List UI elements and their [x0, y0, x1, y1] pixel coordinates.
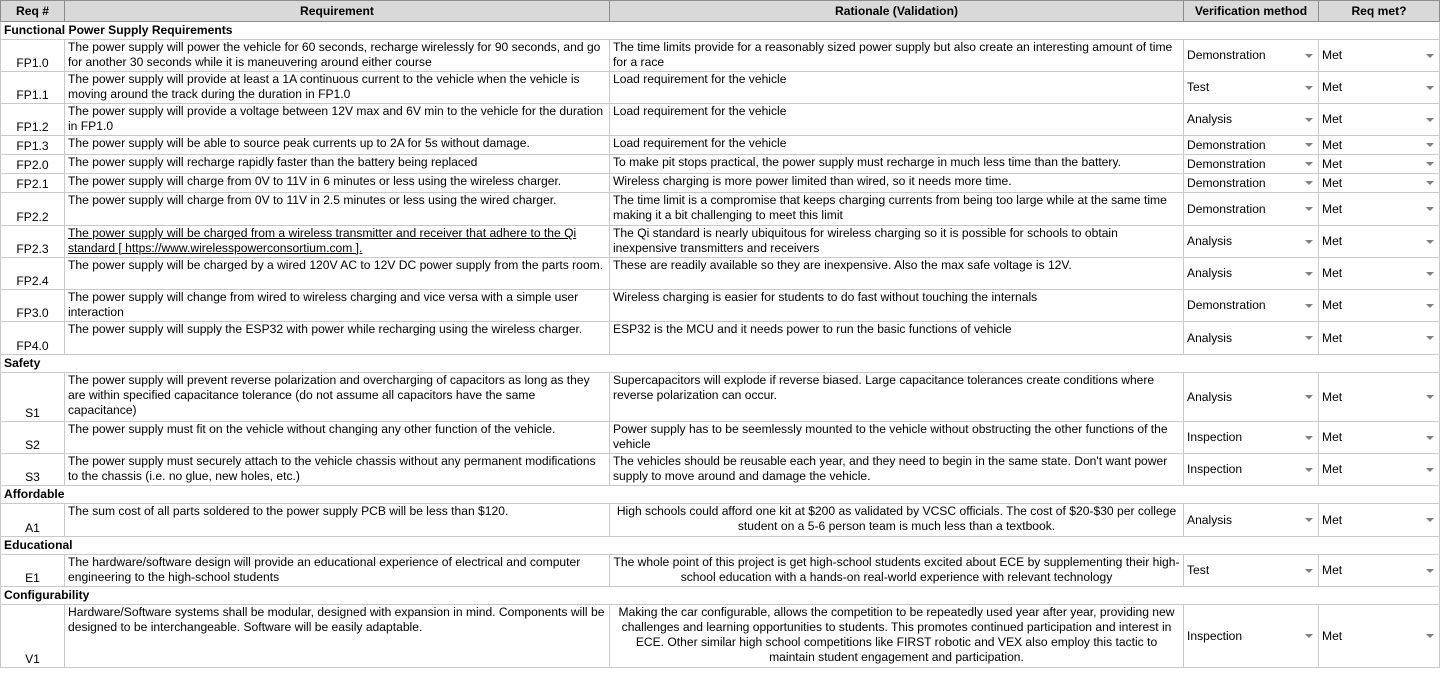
col-header-requirement[interactable]: Requirement — [65, 1, 610, 22]
verification-method-dropdown[interactable] — [1184, 155, 1319, 174]
col-header-verification[interactable]: Verification method — [1184, 1, 1319, 22]
table-row — [1, 193, 1440, 226]
verification-method-dropdown[interactable] — [1184, 454, 1319, 486]
dropdown-arrow-icon[interactable] — [1426, 207, 1434, 211]
req-id-cell[interactable]: S3 — [1, 454, 65, 486]
table-row — [1, 226, 1440, 258]
req-met-dropdown-value: Met — [1322, 330, 1343, 345]
table-row — [1, 136, 1440, 155]
requirement-cell[interactable]: The power supply must securely attach to the vehicle chassis without any permanent modifications to the chassis (i.e. no glue, new holes, etc.) — [65, 454, 610, 486]
rationale-cell[interactable]: ESP32 is the MCU and it needs power to run the basic functions of vehicle — [610, 322, 1184, 355]
col-header-req-num[interactable]: Req # — [1, 1, 65, 22]
dropdown-arrow-icon[interactable] — [1426, 272, 1434, 276]
req-id-cell[interactable]: FP2.2 — [1, 193, 65, 226]
dropdown-arrow-icon[interactable] — [1426, 162, 1434, 166]
dropdown-arrow-icon[interactable] — [1305, 634, 1313, 638]
table-row — [1, 454, 1440, 486]
requirement-cell[interactable]: The power supply will recharge rapidly faster than the battery being replaced — [65, 155, 610, 174]
rationale-cell[interactable]: Load requirement for the vehicle — [610, 104, 1184, 136]
req-id-cell[interactable]: FP1.2 — [1, 104, 65, 136]
section-title[interactable]: Configurability — [1, 587, 1440, 605]
req-met-dropdown[interactable] — [1319, 422, 1440, 454]
req-id-cell[interactable]: S1 — [1, 373, 65, 422]
table-row — [1, 174, 1440, 193]
req-met-dropdown[interactable] — [1319, 136, 1440, 155]
req-met-dropdown[interactable] — [1319, 290, 1440, 322]
table-row — [1, 40, 1440, 72]
req-id-cell[interactable]: FP1.0 — [1, 40, 65, 72]
req-id-cell[interactable]: FP1.1 — [1, 72, 65, 104]
table-row — [1, 605, 1440, 668]
table-row — [1, 422, 1440, 454]
req-id-cell[interactable]: FP2.1 — [1, 174, 65, 193]
rationale-cell[interactable]: Load requirement for the vehicle — [610, 72, 1184, 104]
verification-method-dropdown[interactable] — [1184, 322, 1319, 355]
table-row — [1, 373, 1440, 422]
req-met-dropdown-value: Met — [1322, 266, 1343, 280]
dropdown-arrow-icon[interactable] — [1305, 518, 1313, 522]
table-row — [1, 504, 1440, 537]
section-header-row — [1, 537, 1440, 555]
dropdown-arrow-icon[interactable] — [1305, 395, 1313, 399]
req-met-dropdown-value: Met — [1322, 80, 1343, 94]
verification-method-dropdown[interactable] — [1184, 422, 1319, 454]
requirement-cell[interactable]: The sum cost of all parts soldered to the power supply PCB will be less than $120. — [65, 504, 610, 537]
rationale-cell[interactable]: Making the car configurable, allows the competition to be repeatedly used year after year, providing new challenges and learning opportunities to students. This promotes continued participation and interest in ECE. Other similar high school competitions like FIRST robotic and VEX also employ this tactic to maintain student engagement and participation. — [610, 605, 1184, 668]
table-row — [1, 290, 1440, 322]
req-id-cell[interactable]: E1 — [1, 555, 65, 587]
req-id-cell[interactable]: S2 — [1, 422, 65, 454]
req-met-dropdown[interactable] — [1319, 373, 1440, 422]
req-met-dropdown-value: Met — [1322, 137, 1343, 152]
verification-method-dropdown[interactable] — [1184, 258, 1319, 290]
verification-method-dropdown-value: Demonstration — [1187, 175, 1266, 190]
req-id-cell[interactable]: FP2.3 — [1, 226, 65, 258]
requirement-cell[interactable]: The power supply will change from wired to wireless charging and vice versa with a simple user interaction — [65, 290, 610, 322]
rationale-cell[interactable]: The time limit is a compromise that keeps charging currents from being too large while at the same time making it a bit challenging to meet this limit — [610, 193, 1184, 226]
req-met-dropdown[interactable] — [1319, 605, 1440, 668]
section-title[interactable]: Functional Power Supply Requirements — [1, 22, 1440, 40]
rationale-cell[interactable]: Wireless charging is easier for students to do fast without touching the internals — [610, 290, 1184, 322]
rationale-cell[interactable]: Supercapacitors will explode if reverse biased. Large capacitance tolerances create conditions where reverse polarization can occur. — [610, 373, 1184, 422]
req-met-dropdown-value: Met — [1322, 156, 1343, 171]
requirement-cell[interactable]: Hardware/Software systems shall be modular, designed with expansion in mind. Components will be designed to be interchangeable. Software will be easily adaptable. — [65, 605, 610, 668]
section-header-row — [1, 355, 1440, 373]
rationale-cell[interactable]: The Qi standard is nearly ubiquitous for wireless charging so it is possible for schools to obtain inexpensive transmitters and receivers — [610, 226, 1184, 258]
section-title[interactable]: Safety — [1, 355, 1440, 373]
requirement-cell[interactable]: The power supply will provide at least a 1A continuous current to the vehicle when the vehicle is moving around the track during the duration in FP1.0 — [65, 72, 610, 104]
section-title[interactable]: Affordable — [1, 486, 1440, 504]
req-met-dropdown[interactable] — [1319, 40, 1440, 72]
rationale-cell[interactable]: Power supply has to be seemlessly mounted to the vehicle without obstructing the other functions of the vehicle — [610, 422, 1184, 454]
req-met-dropdown[interactable] — [1319, 155, 1440, 174]
dropdown-arrow-icon[interactable] — [1305, 240, 1313, 244]
col-header-req-met[interactable]: Req met? — [1319, 1, 1440, 22]
verification-method-dropdown-value: Test — [1187, 80, 1210, 94]
rationale-cell[interactable]: To make pit stops practical, the power supply must recharge in much less time than the battery. — [610, 155, 1184, 174]
dropdown-arrow-icon[interactable] — [1305, 162, 1313, 166]
rationale-cell[interactable]: These are readily available so they are inexpensive. Also the max safe voltage is 12V. — [610, 258, 1184, 290]
req-id-cell[interactable]: A1 — [1, 504, 65, 537]
verification-method-dropdown[interactable] — [1184, 104, 1319, 136]
req-met-dropdown-value: Met — [1322, 512, 1343, 527]
verification-method-dropdown-value: Demonstration — [1187, 156, 1266, 171]
verification-method-dropdown-value: Analysis — [1187, 389, 1233, 404]
verification-method-dropdown-value: Inspection — [1187, 430, 1243, 444]
verification-method-dropdown[interactable] — [1184, 373, 1319, 422]
verification-method-dropdown-value: Inspection — [1187, 462, 1243, 476]
req-id-cell[interactable]: FP4.0 — [1, 322, 65, 355]
dropdown-arrow-icon[interactable] — [1305, 181, 1313, 185]
table-body — [1, 22, 1440, 668]
dropdown-arrow-icon[interactable] — [1426, 395, 1434, 399]
dropdown-arrow-icon[interactable] — [1305, 143, 1313, 147]
requirement-cell[interactable]: The power supply will power the vehicle for 60 seconds, recharge wirelessly for 90 seconds, and go for another 30 seconds while it is maneuvering around either course — [65, 40, 610, 72]
req-met-dropdown[interactable] — [1319, 174, 1440, 193]
dropdown-arrow-icon[interactable] — [1426, 181, 1434, 185]
req-id-cell[interactable]: FP2.4 — [1, 258, 65, 290]
rationale-cell[interactable]: The time limits provide for a reasonably sized power supply but also create an interesting amount of time for a race — [610, 40, 1184, 72]
dropdown-arrow-icon[interactable] — [1305, 207, 1313, 211]
requirement-cell[interactable] — [65, 226, 610, 258]
rationale-cell[interactable]: Load requirement for the vehicle — [610, 136, 1184, 155]
requirement-cell[interactable]: The power supply will be able to source peak currents up to 2A for 5s without damage. — [65, 136, 610, 155]
req-met-dropdown[interactable] — [1319, 72, 1440, 104]
req-met-dropdown-value: Met — [1322, 48, 1343, 62]
req-id-cell[interactable]: FP2.0 — [1, 155, 65, 174]
dropdown-arrow-icon[interactable] — [1305, 569, 1313, 573]
table-row — [1, 72, 1440, 104]
section-header-row — [1, 486, 1440, 504]
req-id-cell[interactable]: FP3.0 — [1, 290, 65, 322]
verification-method-dropdown-value: Analysis — [1187, 330, 1233, 345]
req-met-dropdown-value: Met — [1322, 462, 1343, 476]
req-met-dropdown-value: Met — [1322, 201, 1343, 216]
dropdown-arrow-icon[interactable] — [1305, 118, 1313, 122]
req-met-dropdown[interactable] — [1319, 226, 1440, 258]
dropdown-arrow-icon[interactable] — [1426, 518, 1434, 522]
dropdown-arrow-icon[interactable] — [1305, 86, 1313, 90]
verification-method-dropdown-value: Analysis — [1187, 512, 1233, 527]
rationale-cell[interactable]: Wireless charging is more power limited than wired, so it needs more time. — [610, 174, 1184, 193]
dropdown-arrow-icon[interactable] — [1426, 336, 1434, 340]
dropdown-arrow-icon[interactable] — [1426, 468, 1434, 472]
table-row — [1, 104, 1440, 136]
dropdown-arrow-icon[interactable] — [1426, 634, 1434, 638]
req-met-dropdown-value: Met — [1322, 234, 1343, 248]
section-title[interactable]: Educational — [1, 537, 1440, 555]
dropdown-arrow-icon[interactable] — [1305, 54, 1313, 58]
req-met-dropdown[interactable] — [1319, 454, 1440, 486]
verification-method-dropdown[interactable] — [1184, 555, 1319, 587]
requirement-cell[interactable]: The power supply will supply the ESP32 with power while recharging using the wireless charger. — [65, 322, 610, 355]
dropdown-arrow-icon[interactable] — [1426, 143, 1434, 147]
table-row — [1, 258, 1440, 290]
req-met-dropdown-value: Met — [1322, 175, 1343, 190]
dropdown-arrow-icon[interactable] — [1305, 336, 1313, 340]
requirement-cell[interactable]: The power supply will charge from 0V to 11V in 2.5 minutes or less using the wired charger. — [65, 193, 610, 226]
table-row — [1, 322, 1440, 355]
req-met-dropdown-value: Met — [1322, 389, 1343, 404]
requirement-cell[interactable]: The power supply will charge from 0V to 11V in 6 minutes or less using the wireless charger. — [65, 174, 610, 193]
section-header-row — [1, 587, 1440, 605]
dropdown-arrow-icon[interactable] — [1426, 436, 1434, 440]
verification-method-dropdown[interactable] — [1184, 193, 1319, 226]
verification-method-dropdown-value: Demonstration — [1187, 137, 1266, 152]
section-header-row — [1, 22, 1440, 40]
table-row — [1, 555, 1440, 587]
req-met-dropdown-value: Met — [1322, 298, 1343, 312]
req-met-dropdown[interactable] — [1319, 258, 1440, 290]
req-met-dropdown[interactable] — [1319, 555, 1440, 587]
verification-method-dropdown[interactable] — [1184, 136, 1319, 155]
verification-method-dropdown-value: Demonstration — [1187, 298, 1266, 312]
verification-method-dropdown[interactable] — [1184, 72, 1319, 104]
verification-method-dropdown-value: Analysis — [1187, 112, 1233, 126]
dropdown-arrow-icon[interactable] — [1426, 569, 1434, 573]
header-row — [1, 1, 1440, 22]
requirement-cell[interactable]: The power supply must fit on the vehicle without changing any other function of the vehicle. — [65, 422, 610, 454]
rationale-cell[interactable]: High schools could afford one kit at $200 as validated by VCSC officials. The cost of $20-$30 per college student on a 5-6 person team is much less than a textbook. — [610, 504, 1184, 537]
dropdown-arrow-icon[interactable] — [1426, 304, 1434, 308]
req-met-dropdown[interactable] — [1319, 193, 1440, 226]
table-row — [1, 155, 1440, 174]
requirement-cell[interactable]: The power supply will provide a voltage between 12V max and 6V min to the vehicle for the duration in FP1.0 — [65, 104, 610, 136]
verification-method-dropdown[interactable] — [1184, 174, 1319, 193]
dropdown-arrow-icon[interactable] — [1426, 86, 1434, 90]
dropdown-arrow-icon[interactable] — [1426, 54, 1434, 58]
req-met-dropdown-value: Met — [1322, 563, 1343, 577]
dropdown-arrow-icon[interactable] — [1426, 118, 1434, 122]
requirement-cell[interactable]: The power supply will prevent reverse polarization and overcharging of capacitors as long as they are within specified capacitance tolerance (do not assume all capacitors have the same capacitance) — [65, 373, 610, 422]
rationale-cell[interactable]: The vehicles should be reusable each year, and they need to begin in the same state. Don't want power supply to move around and damage the vehicle. — [610, 454, 1184, 486]
col-header-rationale[interactable]: Rationale (Validation) — [610, 1, 1184, 22]
req-met-dropdown-value: Met — [1322, 628, 1343, 643]
requirement-cell[interactable]: The power supply will be charged by a wired 120V AC to 12V DC power supply from the parts room. — [65, 258, 610, 290]
verification-method-dropdown-value: Test — [1187, 563, 1210, 577]
verification-method-dropdown[interactable] — [1184, 226, 1319, 258]
dropdown-arrow-icon[interactable] — [1305, 272, 1313, 276]
dropdown-arrow-icon[interactable] — [1305, 468, 1313, 472]
verification-method-dropdown[interactable] — [1184, 504, 1319, 537]
rationale-cell[interactable]: The whole point of this project is get high-school students excited about ECE by supplementing their high-school education with a hands-on real-world experience with relevant technology — [610, 555, 1184, 587]
requirement-link-text[interactable]: The power supply will be charged from a wireless transmitter and receiver that adhere to the Qi standard [ https://www.wirelesspowerconsortium.com ]. — [68, 226, 577, 255]
verification-method-dropdown[interactable] — [1184, 605, 1319, 668]
req-met-dropdown[interactable] — [1319, 322, 1440, 355]
verification-method-dropdown-value: Demonstration — [1187, 48, 1266, 62]
verification-method-dropdown-value: Inspection — [1187, 628, 1243, 643]
verification-method-dropdown-value: Demonstration — [1187, 201, 1266, 216]
req-met-dropdown-value: Met — [1322, 430, 1343, 444]
req-id-cell[interactable]: FP1.3 — [1, 136, 65, 155]
requirement-cell[interactable]: The hardware/software design will provide an educational experience of electrical and computer engineering to the high-school students — [65, 555, 610, 587]
req-met-dropdown-value: Met — [1322, 112, 1343, 126]
verification-method-dropdown[interactable] — [1184, 40, 1319, 72]
req-met-dropdown[interactable] — [1319, 104, 1440, 136]
verification-method-dropdown[interactable] — [1184, 290, 1319, 322]
verification-method-dropdown-value: Analysis — [1187, 234, 1233, 248]
dropdown-arrow-icon[interactable] — [1305, 304, 1313, 308]
req-met-dropdown[interactable] — [1319, 504, 1440, 537]
verification-method-dropdown-value: Analysis — [1187, 266, 1233, 280]
req-id-cell[interactable]: V1 — [1, 605, 65, 668]
dropdown-arrow-icon[interactable] — [1305, 436, 1313, 440]
dropdown-arrow-icon[interactable] — [1426, 240, 1434, 244]
